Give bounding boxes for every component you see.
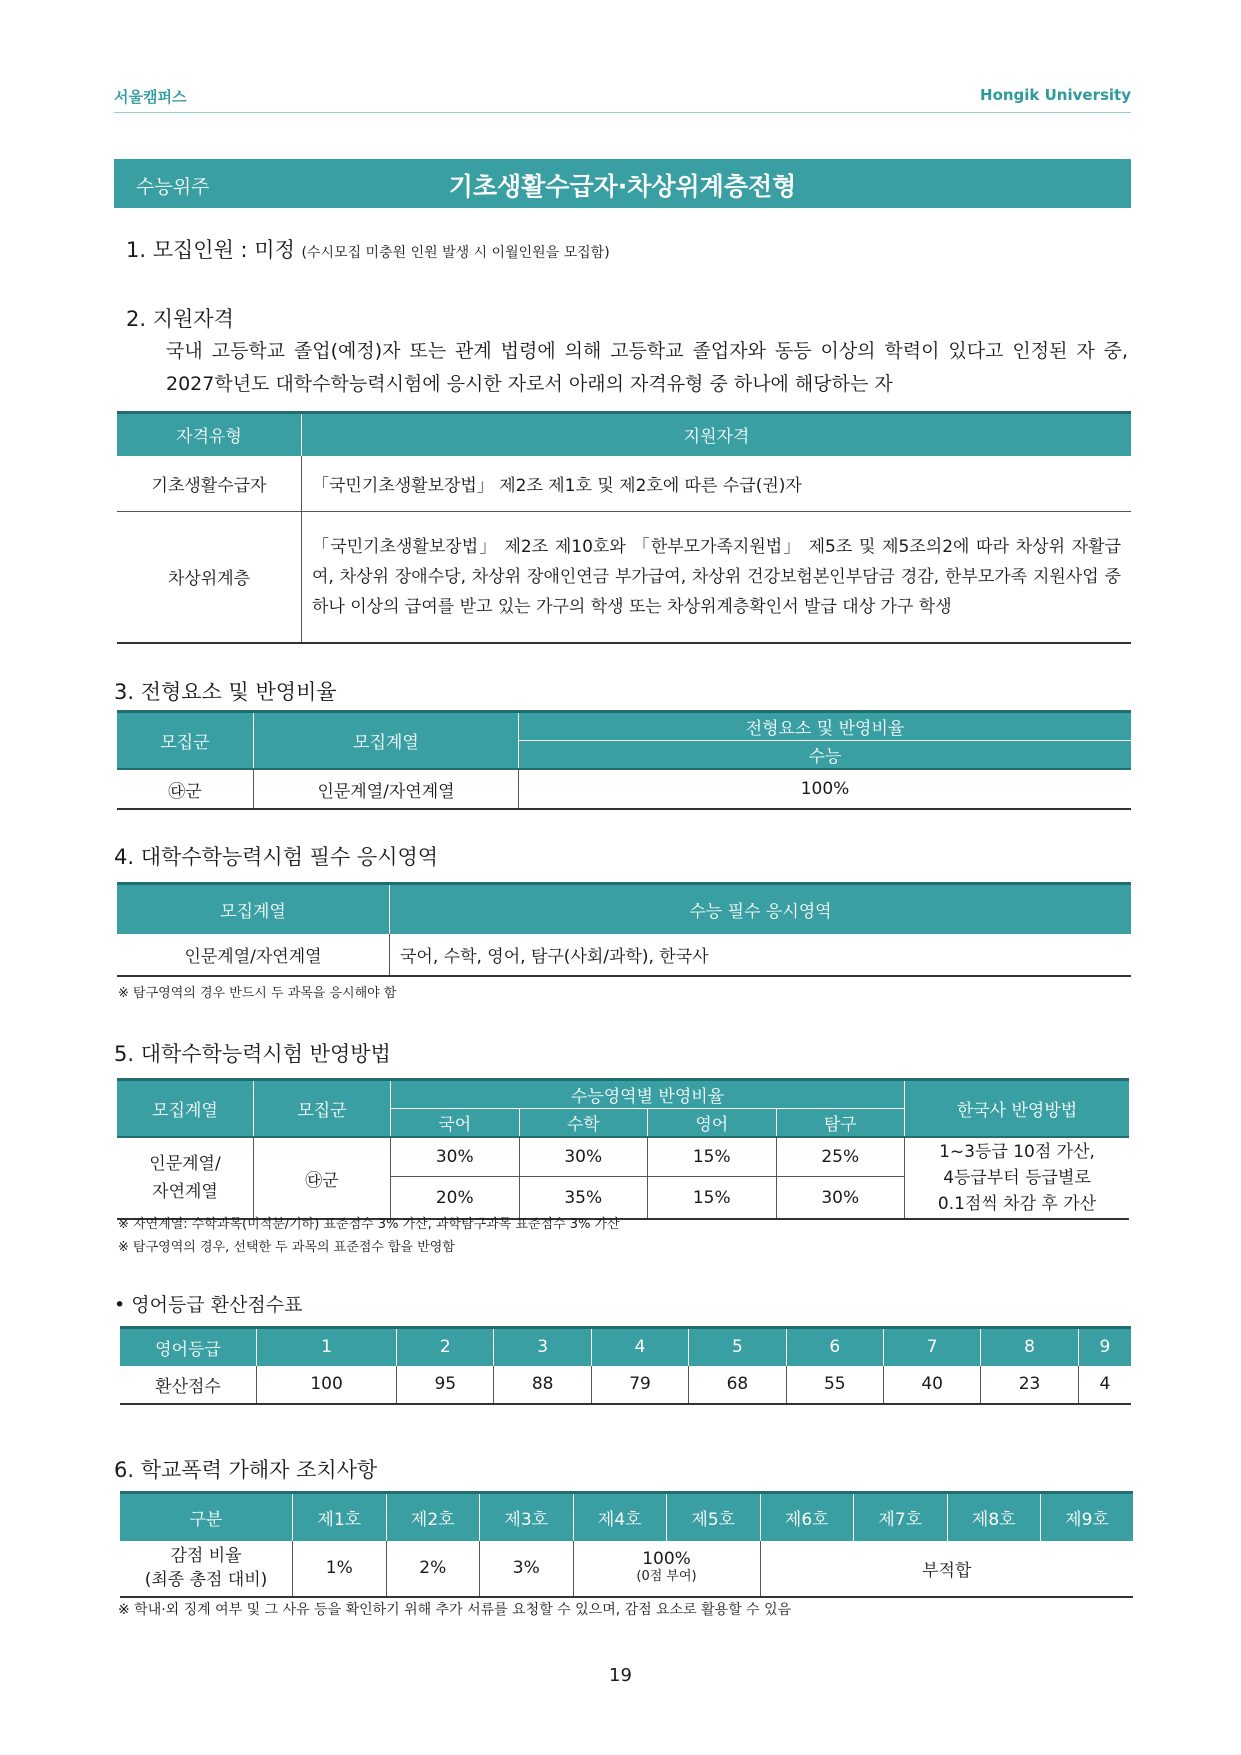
eng-grade-5: 5 <box>689 1328 786 1366</box>
eng-header-score: 환산점수 <box>120 1366 257 1404</box>
sv-value-4-5-sub: (0점 부여) <box>636 1569 697 1584</box>
method-r2-math: 35% <box>519 1177 648 1219</box>
eng-grade-1: 1 <box>257 1328 397 1366</box>
sv-header-6: 제6호 <box>760 1493 854 1541</box>
method-header-korean: 국어 <box>391 1109 520 1138</box>
sv-value-4-5 <box>573 1541 760 1597</box>
eng-grade-8: 8 <box>981 1328 1078 1366</box>
sv-value-6-9: 부적합 <box>922 1560 972 1581</box>
method-cell-group: ㉰군 <box>254 1137 391 1219</box>
area-cell-field: 인문계열/자연계열 <box>117 934 390 976</box>
sv-value-1: 1% <box>293 1541 387 1597</box>
qual-header-desc: 지원자격 <box>302 413 1132 456</box>
campus-label: 서울캠퍼스 <box>114 88 187 106</box>
method-r1-english: 15% <box>648 1137 777 1177</box>
required-area-table <box>117 882 1131 977</box>
section-1-title: 1. 모집인원 : 미정 <box>126 238 295 262</box>
page-number: 19 <box>609 1665 632 1686</box>
method-header-ratio: 수능영역별 반영비율 <box>391 1080 905 1109</box>
sv-value-2: 2% <box>386 1541 480 1597</box>
sv-value-3: 3% <box>480 1541 574 1597</box>
school-violence-table <box>120 1491 1133 1598</box>
csat-method-table <box>117 1078 1129 1220</box>
selection-ratio-table <box>117 710 1131 810</box>
section-6-title: 6. 학교폭력 가해자 조치사항 <box>114 1458 378 1482</box>
ratio-cell-field: 인문계열/자연계열 <box>254 769 519 809</box>
ratio-header-group: 모집군 <box>117 712 254 770</box>
qual-header-type: 자격유형 <box>117 413 302 456</box>
eng-score-7: 40 <box>883 1366 980 1404</box>
area-header-area: 수능 필수 응시영역 <box>390 884 1132 934</box>
sv-header-1: 제1호 <box>293 1493 387 1541</box>
header-divider <box>114 112 1131 113</box>
sv-value-4-5-main: 100% <box>642 1549 691 1569</box>
banner-tag: 수능위주 <box>136 176 210 198</box>
method-header-inquiry: 탐구 <box>776 1109 905 1138</box>
eng-grade-3: 3 <box>494 1328 591 1366</box>
eng-grade-6: 6 <box>786 1328 883 1366</box>
section-1 <box>126 234 610 264</box>
eng-grade-7: 7 <box>883 1328 980 1366</box>
section-2-title: 2. 지원자격 <box>126 307 234 331</box>
method-r2-english: 15% <box>648 1177 777 1219</box>
english-grade-title: • 영어등급 환산점수표 <box>114 1294 303 1316</box>
eng-grade-9: 9 <box>1078 1328 1131 1366</box>
area-header-field: 모집계열 <box>117 884 390 934</box>
method-cell-field: 인문계열/ 자연계열 <box>117 1137 254 1219</box>
eng-score-9: 4 <box>1099 1374 1111 1394</box>
section-3-title: 3. 전형요소 및 반영비율 <box>114 680 337 704</box>
sv-header-4: 제4호 <box>573 1493 667 1541</box>
ratio-header-ratio: 전형요소 및 반영비율 <box>519 712 1132 741</box>
method-r2-inquiry: 30% <box>776 1177 905 1219</box>
eng-score-8: 23 <box>981 1366 1078 1404</box>
ratio-cell-group: ㉰군 <box>117 769 254 809</box>
qual-row-1-type: 기초생활수급자 <box>117 456 302 512</box>
method-header-math: 수학 <box>519 1109 648 1138</box>
eng-score-5: 68 <box>689 1366 786 1404</box>
qual-row-1-desc: 「국민기초생활보장법」 제2조 제1호 및 제2호에 따른 수급(권)자 <box>312 475 802 496</box>
section-1-note: (수시모집 미충원 인원 발생 시 이월인원을 모집함) <box>301 245 610 261</box>
ratio-header-field: 모집계열 <box>254 712 519 770</box>
method-header-english: 영어 <box>648 1109 777 1138</box>
eng-grade-4: 4 <box>591 1328 688 1366</box>
sv-header-9: 제9호 <box>1041 1493 1134 1541</box>
method-r2-korean: 20% <box>391 1177 520 1219</box>
university-label: Hongik University <box>980 86 1131 104</box>
sv-header-2: 제2호 <box>386 1493 480 1541</box>
section-2-paragraph: 국내 고등학교 졸업(예정)자 또는 관계 법령에 의해 고등학교 졸업자와 동등 이상의 학력이 있다고 인정된 자 중, 2027학년도 대학수학능력시험에 응시한 자로서 아래의 자격유형 중 하나에 해당하는 자 <box>166 340 1128 395</box>
qual-row-2-type: 차상위계층 <box>117 512 302 643</box>
page-title: 기초생활수급자·차상위계층전형 <box>448 172 797 201</box>
eng-score-3: 88 <box>494 1366 591 1404</box>
english-grade-table <box>120 1326 1131 1405</box>
method-header-field: 모집계열 <box>117 1080 254 1138</box>
method-r1-korean: 30% <box>391 1137 520 1177</box>
qualification-table <box>117 411 1131 644</box>
title-banner <box>114 159 1131 208</box>
method-header-group: 모집군 <box>254 1080 391 1138</box>
sv-header-5: 제5호 <box>667 1493 761 1541</box>
eng-score-6: 55 <box>786 1366 883 1404</box>
sv-header-8: 제8호 <box>947 1493 1041 1541</box>
eng-header-grade: 영어등급 <box>120 1328 257 1366</box>
sv-row-label: 감점 비율 (최종 총점 대비) <box>120 1541 293 1597</box>
section-4-note: ※ 탐구영역의 경우 반드시 두 과목을 응시해야 함 <box>118 986 397 1001</box>
section-6-note: ※ 학내·외 징계 여부 및 그 사유 등을 확인하기 위해 추가 서류를 요청할 수 있으며, 감점 요소로 활용할 수 있음 <box>118 1602 792 1618</box>
method-header-history: 한국사 반영방법 <box>905 1080 1130 1138</box>
eng-score-2: 95 <box>397 1366 494 1404</box>
sv-header-3: 제3호 <box>480 1493 574 1541</box>
section-5-title: 5. 대학수학능력시험 반영방법 <box>114 1042 391 1066</box>
section-5-note-2: ※ 탐구영역의 경우, 선택한 두 과목의 표준점수 합을 반영함 <box>118 1240 455 1255</box>
qual-row-2-desc: 「국민기초생활보장법」 제2조 제10호와 「한부모가족지원법」 제5조 및 제5조의2에 따라 차상위 자활급여, 차상위 장애수당, 차상위 장애인연금 부가급여, 차상위 건강보험본인부담금 경감, 한부모가족 지원사업 중 하나 이상의 급여를 받고 있는 가구의 학생 또는 차상위계층확인서 발급 대상 가구 학생 <box>312 536 1121 617</box>
sv-header-7: 제7호 <box>854 1493 948 1541</box>
eng-grade-2: 2 <box>397 1328 494 1366</box>
sv-header-label: 구분 <box>120 1493 293 1541</box>
method-r1-math: 30% <box>519 1137 648 1177</box>
method-r1-inquiry: 25% <box>776 1137 905 1177</box>
section-5-note-1: ※ 자연계열: 수학과목(미적분/기하) 표준점수 3% 가산, 과학탐구과목 표준점수 3% 가산 <box>118 1217 620 1232</box>
method-cell-history: 1~3등급 10점 가산, 4등급부터 등급별로 0.1점씩 차감 후 가산 <box>905 1137 1130 1219</box>
eng-score-1: 100 <box>257 1366 397 1404</box>
area-cell-area: 국어, 수학, 영어, 탐구(사회/과학), 한국사 <box>400 946 709 967</box>
ratio-header-csat: 수능 <box>519 741 1132 770</box>
eng-score-4: 79 <box>591 1366 688 1404</box>
section-4-title: 4. 대학수학능력시험 필수 응시영역 <box>114 845 439 869</box>
ratio-cell-csat: 100% <box>800 779 850 799</box>
